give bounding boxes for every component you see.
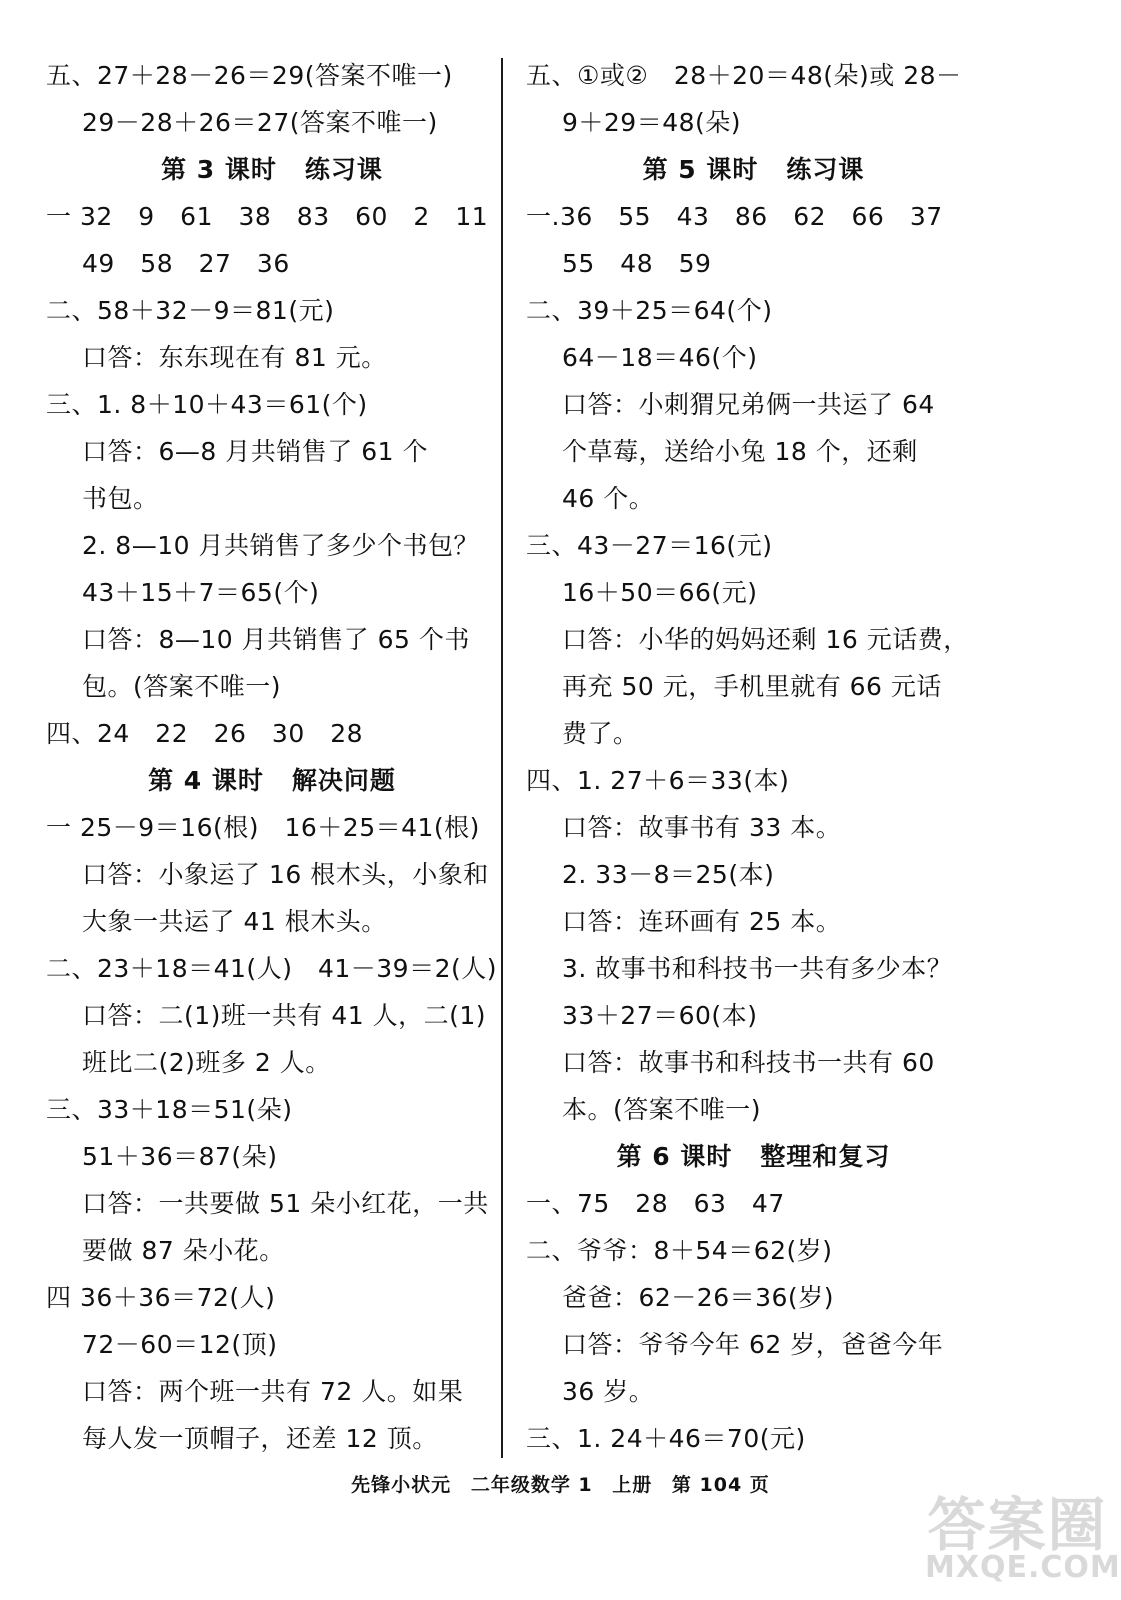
answer-line: 三、33＋18＝51(朵) <box>46 1095 293 1124</box>
answer-line: 口答：小刺猬兄弟俩一共运了 64 <box>562 390 935 419</box>
answer-line: 爸爸：62－26＝36(岁) <box>562 1283 834 1312</box>
footer-page-number: 第 104 页 <box>671 1474 770 1496</box>
answer-line: 四、1. 27＋6＝33(本) <box>526 766 790 795</box>
answer-line: 包。(答案不唯一) <box>82 672 282 701</box>
answer-line: 大象一共运了 41 根木头。 <box>82 907 387 936</box>
answer-line: 口答：连环画有 25 本。 <box>562 907 842 936</box>
answer-line: 口答：两个班一共有 72 人。如果 <box>82 1377 464 1406</box>
answer-line: 口答：小华的妈妈还剩 16 元话费， <box>562 625 969 654</box>
answer-line: 36 岁。 <box>562 1377 655 1406</box>
right-column <box>526 52 981 1462</box>
answer-line: 每人发一顶帽子，还差 12 顶。 <box>82 1424 438 1453</box>
answer-line: 29－28＋26＝27(答案不唯一) <box>82 108 438 137</box>
answer-line: 2. 8—10 月共销售了多少个书包？ <box>82 531 479 560</box>
footer-brand: 先锋小状元 <box>351 1474 452 1496</box>
watermark-logo <box>925 1478 1121 1590</box>
answer-line: 口答：一共要做 51 朵小红花，一共 <box>82 1189 489 1218</box>
answer-line: 一、75 28 63 47 <box>526 1189 785 1218</box>
answer-line: 33＋27＝60(本) <box>562 1001 758 1030</box>
answer-line: 费了。 <box>562 719 639 748</box>
answer-line: 书包。 <box>82 484 159 513</box>
answer-line: 再充 50 元，手机里就有 66 元话 <box>562 672 942 701</box>
answer-line: 口答：二(1)班一共有 41 人，二(1) <box>82 1001 487 1030</box>
answer-line: 一.36 55 43 86 62 66 37 <box>526 202 943 231</box>
lesson-heading: 第 5 课时 练习课 <box>642 155 865 184</box>
answer-line: 二、23＋18＝41(人) 41－39＝2(人) <box>46 954 497 983</box>
answer-line: 口答：6—8 月共销售了 61 个 <box>82 437 428 466</box>
answer-line: 49 58 27 36 <box>82 249 290 278</box>
footer-grade: 二年级数学 1 <box>470 1474 593 1496</box>
watermark-url: MXQE.COM <box>925 1550 1121 1585</box>
answer-line: 个草莓，送给小兔 18 个，还剩 <box>562 437 918 466</box>
answer-line: 64－18＝46(个) <box>562 343 758 372</box>
footer-volume: 上册 <box>612 1474 653 1496</box>
answer-line: 二、39＋25＝64(个) <box>526 296 773 325</box>
answer-line: 16＋50＝66(元) <box>562 578 758 607</box>
answer-line: 口答：故事书有 33 本。 <box>562 813 842 842</box>
answer-line: 五、①或② 28＋20＝48(朵)或 28－ <box>526 61 962 90</box>
column-divider <box>501 58 503 1458</box>
answer-line: 三、1. 24＋46＝70(元) <box>526 1424 806 1453</box>
answer-line: 51＋36＝87(朵) <box>82 1142 278 1171</box>
lesson-heading: 第 6 课时 整理和复习 <box>616 1142 891 1171</box>
answer-line: 四 36＋36＝72(人) <box>46 1283 276 1312</box>
answer-line: 三、1. 8＋10＋43＝61(个) <box>46 390 368 419</box>
watermark-text: 答案圈 <box>927 1491 1108 1559</box>
answer-line: 五、27＋28－26＝29(答案不唯一) <box>46 61 453 90</box>
answer-line: 口答：8—10 月共销售了 65 个书 <box>82 625 470 654</box>
answer-line: 3. 故事书和科技书一共有多少本？ <box>562 954 953 983</box>
lesson-heading: 第 4 课时 解决问题 <box>148 766 396 795</box>
answer-line: 口答：小象运了 16 根木头，小象和 <box>82 860 489 889</box>
answer-line: 72－60＝12(顶) <box>82 1330 278 1359</box>
answer-line: 口答：爷爷今年 62 岁，爸爸今年 <box>562 1330 944 1359</box>
answer-line: 班比二(2)班多 2 人。 <box>82 1048 331 1077</box>
answer-line: 本。(答案不唯一) <box>562 1095 762 1124</box>
answer-line: 一 25－9＝16(根) 16＋25＝41(根) <box>46 813 480 842</box>
answer-line: 要做 87 朵小花。 <box>82 1236 285 1265</box>
answer-line: 二、58＋32－9＝81(元) <box>46 296 335 325</box>
answer-line: 55 48 59 <box>562 249 712 278</box>
answer-line: 一 32 9 61 38 83 60 2 11 <box>46 202 489 231</box>
answer-line: 2. 33－8＝25(本) <box>562 860 775 889</box>
left-column <box>46 52 498 1462</box>
answer-line: 四、24 22 26 30 28 <box>46 719 364 748</box>
answer-line: 口答：故事书和科技书一共有 60 <box>562 1048 935 1077</box>
lesson-heading: 第 3 课时 练习课 <box>161 155 383 184</box>
answer-line: 三、43－27＝16(元) <box>526 531 773 560</box>
answer-line: 二、爷爷：8＋54＝62(岁) <box>526 1236 833 1265</box>
answer-line: 43＋15＋7＝65(个) <box>82 578 320 607</box>
answer-line: 口答：东东现在有 81 元。 <box>82 343 387 372</box>
answer-line: 9＋29＝48(朵) <box>562 108 742 137</box>
answer-line: 46 个。 <box>562 484 655 513</box>
